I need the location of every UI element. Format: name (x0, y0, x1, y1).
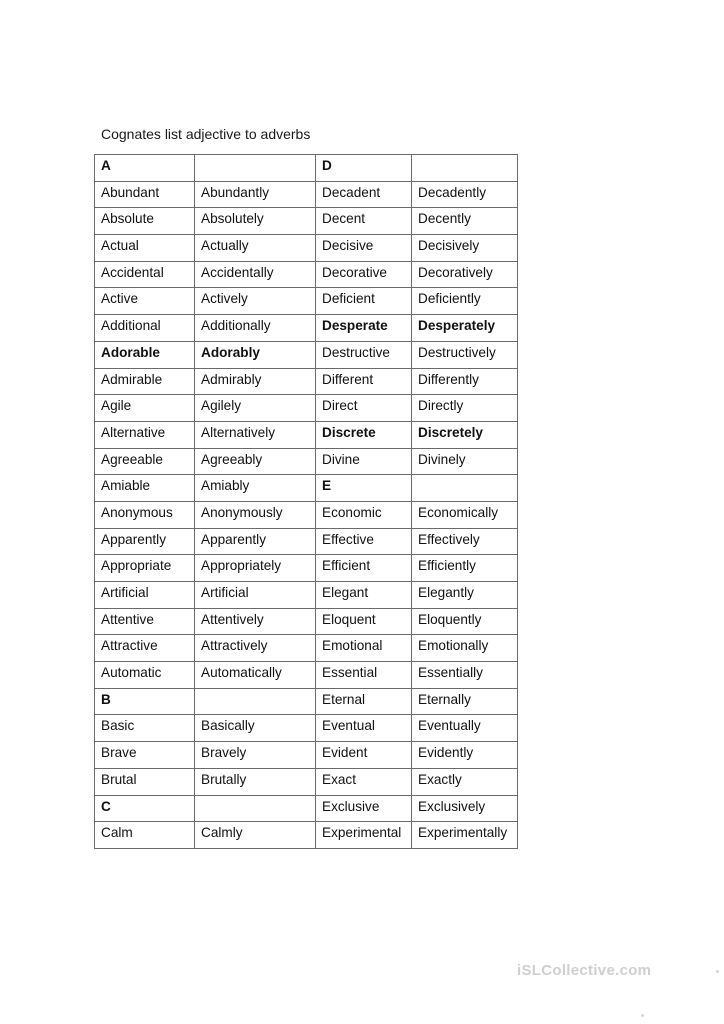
cell-adverb-right: Exactly (412, 768, 518, 795)
cell-adjective-left: Brutal (95, 768, 195, 795)
table-row (95, 208, 518, 235)
cell-adverb-right: Discretely (412, 421, 518, 448)
cell-adjective-right: Eternal (316, 688, 412, 715)
cell-adverb-right: Effectively (412, 528, 518, 555)
cell-adverb-left: Anonymously (195, 501, 316, 528)
cell-adverb-right: Eternally (412, 688, 518, 715)
cell-adverb-right: Exclusively (412, 795, 518, 822)
cell-adverb-right: Efficiently (412, 555, 518, 582)
table-row (95, 555, 518, 582)
cell-adjective-left: Adorable (95, 341, 195, 368)
cell-adverb-right: Economically (412, 501, 518, 528)
cell-adverb-right (412, 155, 518, 182)
cell-adjective-left: Agreeable (95, 448, 195, 475)
cell-adjective-left: Admirable (95, 368, 195, 395)
table-row (95, 288, 518, 315)
cell-adverb-left: Additionally (195, 315, 316, 342)
table-row (95, 155, 518, 182)
cell-adverb-left: Adorably (195, 341, 316, 368)
cell-adverb-right: Emotionally (412, 635, 518, 662)
cell-adjective-right: Decisive (316, 235, 412, 262)
cell-adjective-right: Exclusive (316, 795, 412, 822)
cell-adjective-right: Destructive (316, 341, 412, 368)
cell-adverb-right (412, 475, 518, 502)
table-row (95, 341, 518, 368)
cell-adverb-right: Evidently (412, 742, 518, 769)
cell-adverb-left: Agreeably (195, 448, 316, 475)
cell-adverb-right: Destructively (412, 341, 518, 368)
table-row (95, 795, 518, 822)
table-row (95, 688, 518, 715)
cell-adverb-left (195, 795, 316, 822)
cell-adjective-right: Efficient (316, 555, 412, 582)
table-row (95, 395, 518, 422)
cell-adjective-right: Essential (316, 662, 412, 689)
table-row (95, 582, 518, 609)
table-row (95, 662, 518, 689)
table-row (95, 715, 518, 742)
cell-adjective-left: Basic (95, 715, 195, 742)
cell-adverb-right: Deficiently (412, 288, 518, 315)
cell-adverb-left: Actually (195, 235, 316, 262)
decorative-dot (641, 1014, 644, 1017)
cell-adjective-left: Appropriate (95, 555, 195, 582)
cell-adverb-left: Brutally (195, 768, 316, 795)
cell-adjective-right: D (316, 155, 412, 182)
table-row (95, 528, 518, 555)
cell-adverb-left: Amiably (195, 475, 316, 502)
table-row (95, 501, 518, 528)
table-row (95, 421, 518, 448)
cell-adverb-left: Accidentally (195, 261, 316, 288)
cell-adjective-right: Emotional (316, 635, 412, 662)
cell-adverb-left (195, 688, 316, 715)
cell-adverb-right: Eloquently (412, 608, 518, 635)
table-row (95, 635, 518, 662)
cell-adverb-left: Attentively (195, 608, 316, 635)
cell-adjective-right: Desperate (316, 315, 412, 342)
cell-adjective-right: Exact (316, 768, 412, 795)
cell-adverb-right: Differently (412, 368, 518, 395)
table-row (95, 368, 518, 395)
table-row (95, 742, 518, 769)
table-row (95, 475, 518, 502)
cell-adjective-left: Additional (95, 315, 195, 342)
cell-adjective-left: Active (95, 288, 195, 315)
cell-adverb-right: Elegantly (412, 582, 518, 609)
cell-adjective-left: Absolute (95, 208, 195, 235)
cell-adjective-left: Calm (95, 822, 195, 849)
cell-adjective-left: Attractive (95, 635, 195, 662)
table-row (95, 822, 518, 849)
cell-adjective-left: Attentive (95, 608, 195, 635)
cell-adverb-left (195, 155, 316, 182)
cell-adjective-right: Economic (316, 501, 412, 528)
cell-adjective-left: A (95, 155, 195, 182)
cell-adjective-left: Artificial (95, 582, 195, 609)
cell-adverb-right: Decadently (412, 181, 518, 208)
cell-adjective-right: Eventual (316, 715, 412, 742)
cell-adjective-right: Elegant (316, 582, 412, 609)
cell-adverb-right: Decisively (412, 235, 518, 262)
cell-adjective-left: Apparently (95, 528, 195, 555)
cell-adjective-right: Decent (316, 208, 412, 235)
table-row (95, 315, 518, 342)
cell-adjective-left: Actual (95, 235, 195, 262)
cell-adverb-left: Artificial (195, 582, 316, 609)
cell-adjective-left: B (95, 688, 195, 715)
cell-adverb-left: Alternatively (195, 421, 316, 448)
cell-adjective-right: Decorative (316, 261, 412, 288)
cell-adjective-right: Discrete (316, 421, 412, 448)
cell-adjective-left: Accidental (95, 261, 195, 288)
cell-adverb-right: Divinely (412, 448, 518, 475)
cell-adverb-left: Absolutely (195, 208, 316, 235)
cell-adverb-right: Desperately (412, 315, 518, 342)
cell-adverb-left: Appropriately (195, 555, 316, 582)
cell-adjective-right: Decadent (316, 181, 412, 208)
cell-adjective-left: Anonymous (95, 501, 195, 528)
cell-adjective-right: Deficient (316, 288, 412, 315)
cell-adverb-left: Bravely (195, 742, 316, 769)
table-row (95, 235, 518, 262)
table-row (95, 261, 518, 288)
cell-adjective-left: Alternative (95, 421, 195, 448)
cell-adjective-right: Divine (316, 448, 412, 475)
cell-adjective-right: Evident (316, 742, 412, 769)
cognates-table-body (95, 155, 518, 849)
cell-adverb-left: Abundantly (195, 181, 316, 208)
table-row (95, 608, 518, 635)
cell-adjective-right: E (316, 475, 412, 502)
cell-adjective-left: Agile (95, 395, 195, 422)
cell-adjective-left: Amiable (95, 475, 195, 502)
cell-adjective-right: Experimental (316, 822, 412, 849)
cell-adverb-left: Admirably (195, 368, 316, 395)
decorative-dot (716, 970, 719, 973)
page-title: Cognates list adjective to adverbs (101, 126, 311, 142)
cell-adjective-right: Effective (316, 528, 412, 555)
cell-adverb-left: Calmly (195, 822, 316, 849)
table-row (95, 768, 518, 795)
cell-adjective-right: Eloquent (316, 608, 412, 635)
table-row (95, 181, 518, 208)
cell-adjective-right: Different (316, 368, 412, 395)
cell-adverb-right: Decoratively (412, 261, 518, 288)
cell-adverb-left: Attractively (195, 635, 316, 662)
cell-adjective-left: Automatic (95, 662, 195, 689)
cell-adverb-right: Decently (412, 208, 518, 235)
cell-adjective-left: Brave (95, 742, 195, 769)
table-row (95, 448, 518, 475)
cell-adverb-left: Automatically (195, 662, 316, 689)
cell-adjective-right: Direct (316, 395, 412, 422)
cell-adverb-right: Eventually (412, 715, 518, 742)
cell-adverb-left: Agilely (195, 395, 316, 422)
cell-adjective-left: Abundant (95, 181, 195, 208)
cell-adverb-right: Essentially (412, 662, 518, 689)
watermark: iSLCollective.com (517, 962, 652, 979)
cell-adverb-right: Directly (412, 395, 518, 422)
cognates-table (94, 154, 518, 849)
cell-adverb-right: Experimentally (412, 822, 518, 849)
cell-adverb-left: Actively (195, 288, 316, 315)
cell-adverb-left: Apparently (195, 528, 316, 555)
cell-adverb-left: Basically (195, 715, 316, 742)
cell-adjective-left: C (95, 795, 195, 822)
